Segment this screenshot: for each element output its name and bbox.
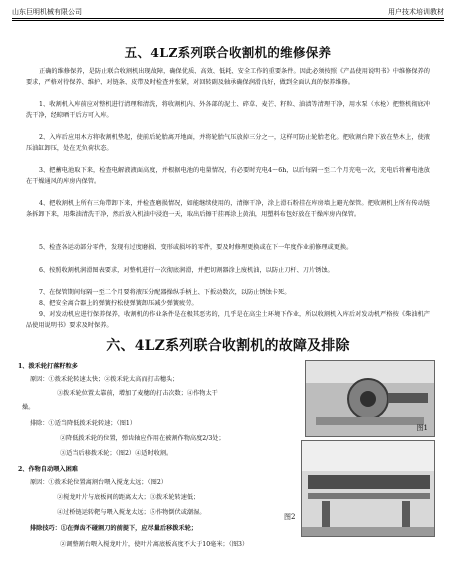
- company-name: 山东巨明机械有限公司: [12, 8, 82, 16]
- fault-1-cause-c: 燥。: [22, 404, 35, 411]
- maintenance-item-7: 7、在保管期间每隔一至二个月要将液压分配器操纵手柄上、下扳动数次，以防止锈蚀卡死。: [39, 289, 291, 296]
- maintenance-item-4: 4、把收割机上所有三角带卸下来，并检查磨损情况，如能继续使用的，清擦干净，涂上滑石粉挂在库房墙上避光保管。把收割机上所有传动链条拆卸下来，用柴油清洗干净，然后放入机油中浸泡一天，取出后擦干挂再涂上黄油，用塑料布包好放在干燥库房内保管。: [26, 200, 430, 218]
- maintenance-item-2: 2、入库后应用木方将收割机垫起，使前后轮胎离开地面，并将轮胎气压放掉三分之一，这样可防止轮胎老化。把收割台降下放在垫木上，使液压油缸卸压，处在无负荷状态。: [26, 134, 430, 152]
- fault-2-cause-b: ②搅龙叶片与底板间的距离太大；③拨禾轮转速低；: [57, 494, 200, 501]
- fault-2-fix-a: 排除技巧：①在弹齿不碰割刀的前提下，应尽量后移拨禾轮；: [30, 525, 198, 532]
- fault-1-cause-b: ③拨禾轮位置太靠前，增加了麦穗的打击次数；④作物太干: [57, 390, 218, 397]
- section-6-title: 六、4LZ系列联合收割机的故障及排除: [106, 338, 350, 354]
- page-header: [12, 6, 444, 19]
- maintenance-intro: 正确的维修保养，是防止联合收割机出现故障，确保优质、高效、低耗、安全工作的重要条件。因此必须按照《产品使用说明书》中维修保养的要求，严格对待保养、维护、对链条、皮带及时检查并张紧，对回转副及轴承确保润滑良好，做到全面认真的保养维修。: [26, 68, 430, 86]
- section-5-title: 五、4LZ系列联合收割机的维修保养: [124, 45, 332, 60]
- fault-1-fix-c: ③适当后移拨禾轮；（图2）④适时收割。: [60, 450, 173, 457]
- figure-2-photo: [301, 440, 435, 537]
- fault-2-cause-a: 原因：①拨禾轮位置离割台喂入搅龙太远；（图2）: [30, 479, 167, 486]
- maintenance-item-9: 9、对发动机应进行保养保养，收割机的作业条件是在极其恶劣的，几乎是在高尘土环境下作业，所以收割机入库后对发动机严格按《柴油机产品使用说明书》要求及时保养。: [26, 311, 430, 329]
- fault-1-fix-a: 排除：①适当降低拨禾轮转速；（图1）: [30, 420, 137, 427]
- maintenance-item-8: 8、把安全离合器上的弹簧拧松使弹簧卸压减少弹簧疲劳。: [39, 300, 198, 307]
- figure-1-photo: [305, 360, 435, 437]
- figure-2-caption: 图2: [284, 513, 296, 521]
- reel-photo-1: [306, 361, 434, 436]
- fault-1-fix-b: ②降低拨禾轮的位置，弹齿轴应作用在被割作物高度2/3处；: [60, 435, 225, 442]
- fault-2-heading: 2、作物自动喂入困难: [18, 466, 78, 473]
- maintenance-item-3: 3、把蓄电池取下来，检查电解液液面高度，并根据电池的电量情况，有必要时充电4～6h，以后每隔一至二个月充电一次，充电后将蓄电池放在干燥通风的库房内保管。: [26, 167, 430, 185]
- maintenance-item-5: 5、检查各运动部分零件，发现有过度磨损、变形或损坏的零件，要及时修理更换或在下一年度作业前修理或更换。: [39, 244, 353, 251]
- fault-2-fix-b: ②调整割台喂入搅龙叶片，使叶片离底板高度不大于10毫米；（图3）: [60, 541, 249, 548]
- fault-2-cause-c: ④过桥链运转靶与喂入搅龙太远；⑤作物倒伏或潮湿。: [57, 509, 206, 516]
- maintenance-item-1: 1、收割机入库前应对整机进行清理和清洗，将收割机内、外各部的泥土、碎草、麦芒、籽粒、油渍等清理干净，用水泵（水枪）把整机彻底冲洗干净，经晾晒干后方可入库。: [26, 101, 430, 119]
- document-name: 用户技术培训教材: [388, 8, 444, 16]
- fault-1-cause-a: 原因：①拨禾轮转速太快；②拨禾轮太高而打击穗头；: [30, 376, 179, 383]
- maintenance-item-6: 6、按照收割机润滑图表要求，对整机进行一次彻底润滑，并把切割器涂上废机油，以防止刀杆、刀片锈蚀。: [39, 267, 334, 274]
- figure-1-caption: 图1: [416, 424, 428, 432]
- reel-photo-2: [302, 441, 434, 536]
- fault-1-heading: 1、拨禾轮打落籽粒多: [18, 363, 78, 370]
